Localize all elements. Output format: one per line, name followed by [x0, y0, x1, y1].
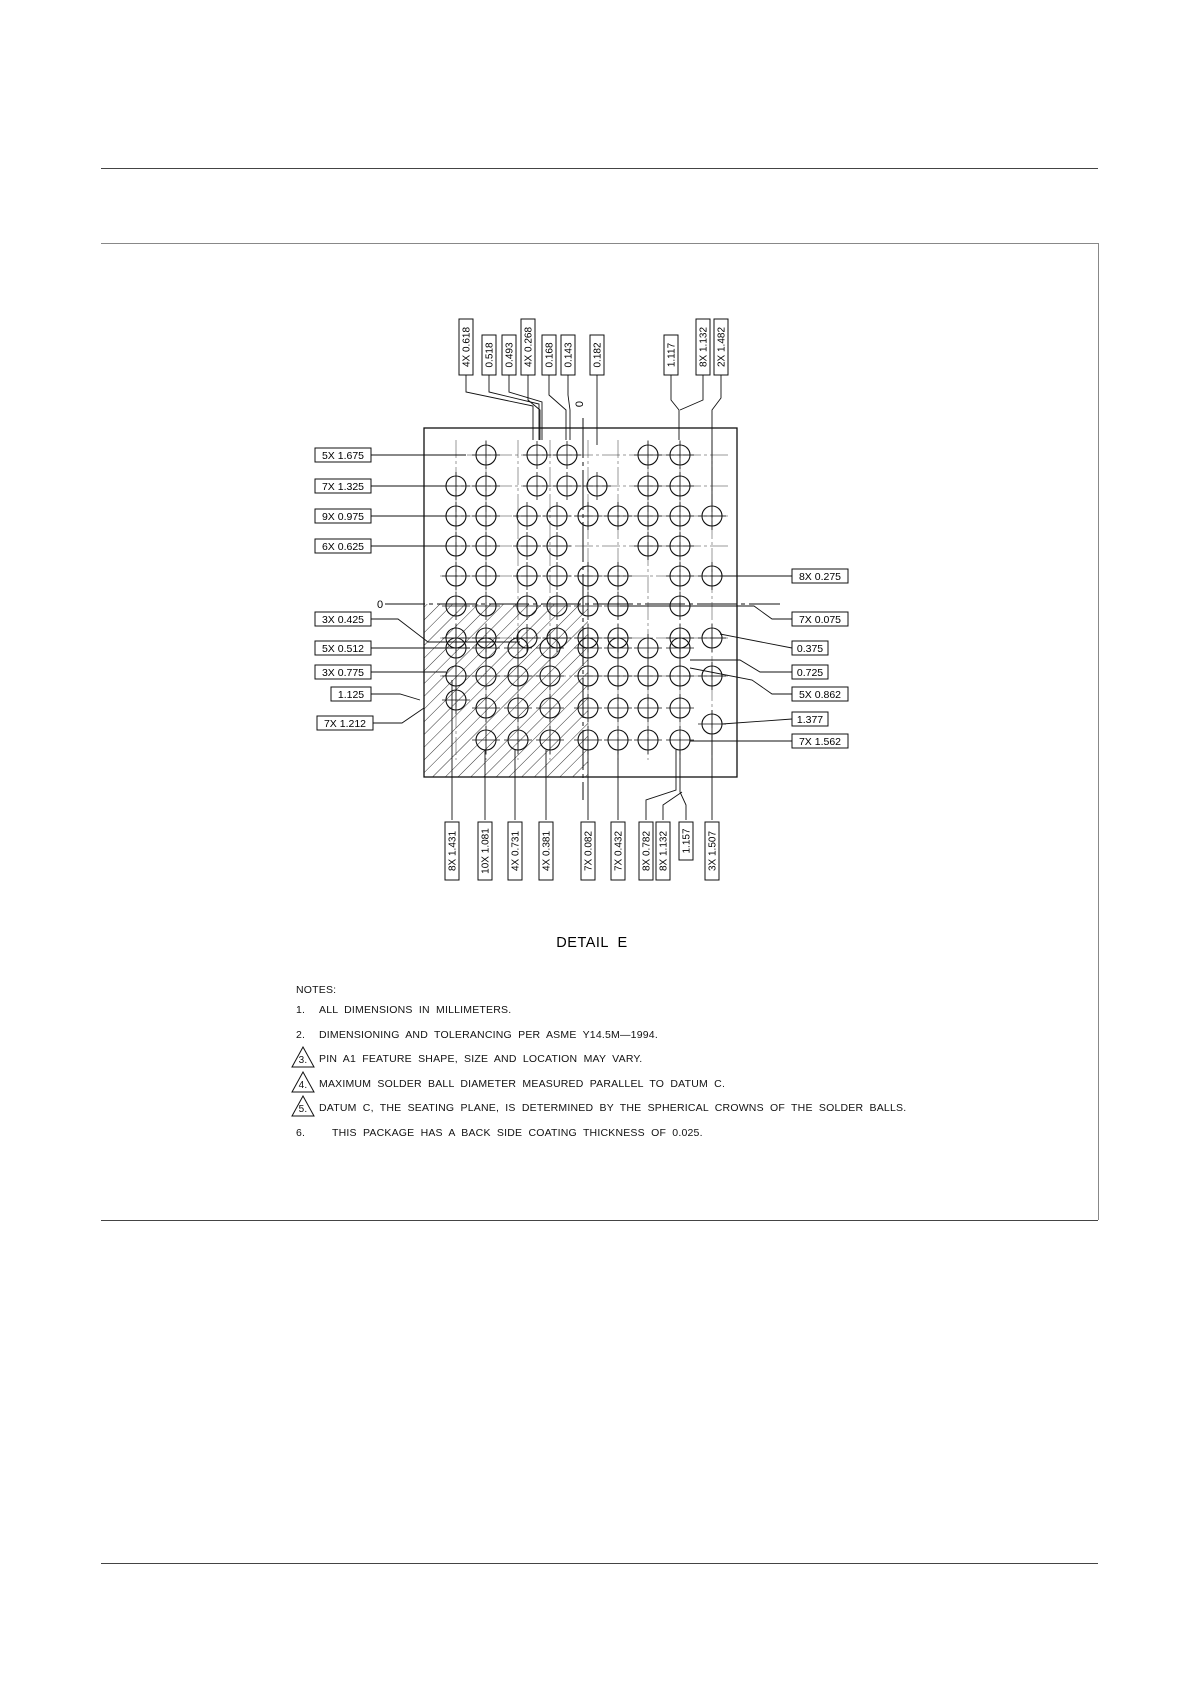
dimension-label-text: 8X 1.431: [447, 830, 459, 872]
top-dimension-label: [459, 319, 473, 375]
dimension-label-text: 4X 0.618: [461, 326, 473, 368]
bottom-dimension-label: [581, 822, 595, 880]
bottom-dimension-label: [639, 822, 653, 880]
note-number: 3.: [298, 1055, 308, 1066]
left-dimension-label: [315, 448, 371, 462]
left-dimension-label: [315, 665, 371, 679]
note-text: THIS PACKAGE HAS A BACK SIDE COATING THICKNESS OF 0.025.: [332, 1126, 703, 1139]
dimension-label-text: 8X 0.275: [798, 570, 842, 583]
bottom-leader-line: [680, 750, 686, 820]
right-dimension-label: [792, 612, 848, 626]
bottom-dimension-label: [445, 822, 459, 880]
datum-zero-y: 0: [376, 599, 384, 611]
left-dimension-label: [315, 539, 371, 553]
dimension-label-text: 8X 1.132: [698, 326, 710, 368]
note-item: [296, 1050, 936, 1075]
note-number: 4.: [298, 1079, 308, 1091]
top-dimension-label: [664, 335, 678, 375]
note-number: 5.: [298, 1104, 308, 1115]
dimension-label-text: 8X 1.132: [658, 830, 670, 872]
datum-zero-x: 0: [574, 400, 586, 408]
top-dimension-label: [502, 335, 516, 375]
dimension-label-text: 5X 0.512: [321, 642, 365, 655]
dimension-label-text: 5X 1.675: [321, 449, 365, 462]
notes-heading: NOTES:: [296, 984, 337, 996]
dimension-label-text: 5X 0.862: [798, 688, 842, 701]
dimension-label-text: 0.182: [592, 342, 604, 368]
dimension-label-text: 3X 1.507: [707, 830, 719, 872]
right-leader-line: [720, 634, 792, 648]
left-dimension-label: [331, 687, 371, 701]
note-item: [296, 1099, 936, 1124]
top-dimension-label: [542, 335, 556, 375]
dimension-label-text: 3X 0.425: [321, 613, 365, 626]
dimension-label-text: 0.168: [544, 342, 556, 368]
note-item: [296, 1075, 936, 1100]
right-dimension-label: [792, 712, 828, 726]
dimension-label-text: 10X 1.081: [480, 828, 492, 874]
dimension-label-text: 4X 0.381: [541, 830, 553, 872]
right-leader-line: [620, 606, 792, 619]
note-text: DIMENSIONING AND TOLERANCING PER ASME Y14.5M—1994.: [319, 1028, 658, 1041]
bottom-dimension-label: [656, 822, 670, 880]
right-leader-line: [690, 660, 792, 672]
top-leader-line: [549, 375, 566, 440]
left-dimension-label: [315, 509, 371, 523]
right-leader-line: [722, 719, 792, 724]
dimension-label-text: 7X 0.432: [613, 830, 625, 872]
detail-title: DETAIL E: [556, 935, 628, 951]
top-dimension-label: [696, 319, 710, 375]
right-dimension-label: [792, 569, 848, 583]
top-leader-line: [466, 375, 533, 440]
dimension-label-text: 6X 0.625: [321, 540, 365, 553]
note-text: PIN A1 FEATURE SHAPE, SIZE AND LOCATION MAY VARY.: [319, 1053, 643, 1065]
dimension-label-text: 9X 0.975: [321, 510, 365, 523]
dimension-label-text: 8X 0.782: [641, 830, 653, 872]
left-dimension-label: [315, 612, 371, 626]
dimension-label-text: 7X 0.082: [583, 830, 595, 872]
top-dimension-label: [482, 335, 496, 375]
note-text: MAXIMUM SOLDER BALL DIAMETER MEASURED PARALLEL TO DATUM C.: [319, 1077, 726, 1090]
top-leader-line: [680, 375, 703, 410]
dimension-label-text: 2X 1.482: [716, 326, 728, 368]
left-leader-line: [373, 708, 424, 723]
bottom-dimension-label: [508, 822, 522, 880]
bottom-dimension-label: [539, 822, 553, 880]
top-leader-line: [568, 375, 570, 440]
bottom-leader-line: [663, 792, 682, 820]
top-dimension-label: [590, 335, 604, 375]
note-text: DATUM C, THE SEATING PLANE, IS DETERMINED BY THE SPHERICAL CROWNS OF THE SOLDER BALLS.: [319, 1102, 907, 1114]
note-text: ALL DIMENSIONS IN MILLIMETERS.: [319, 1004, 512, 1016]
left-dimension-label: [315, 641, 371, 655]
dimension-label-text: 3X 0.775: [321, 666, 365, 679]
note-number: 2.: [296, 1028, 306, 1041]
top-dimension-label: [561, 335, 575, 375]
dimension-label-text: 0.518: [484, 342, 496, 368]
dimension-label-text: 1.377: [796, 713, 824, 726]
top-leader-line: [712, 375, 721, 505]
note-number: 6.: [296, 1126, 306, 1139]
note-triangle-marker: [291, 1071, 315, 1093]
top-leader-line: [528, 375, 540, 440]
bottom-dimension-label: [478, 822, 492, 880]
dimension-label-text: 4X 0.268: [523, 326, 535, 368]
right-dimension-label: [792, 665, 828, 679]
dimension-label-text: 1.117: [666, 342, 678, 368]
dimension-label-text: 7X 1.212: [323, 717, 367, 730]
dimension-label-text: 7X 1.562: [798, 735, 842, 748]
note-number: 1.: [296, 1004, 306, 1016]
right-dimension-label: [792, 641, 828, 655]
top-leader-line: [671, 375, 679, 440]
note-triangle-marker: [291, 1046, 315, 1068]
bottom-leader-line: [646, 750, 676, 820]
dimension-label-text: 0.725: [796, 666, 824, 679]
right-dimension-label: [792, 734, 848, 748]
bottom-dimension-label: [705, 822, 719, 880]
note-triangle-marker: [291, 1095, 315, 1117]
dimension-label-text: 1.157: [681, 828, 693, 854]
dimension-label-text: 0.493: [504, 342, 516, 368]
note-item: [296, 1124, 936, 1149]
top-leader-line: [489, 375, 539, 440]
dimension-label-text: 7X 1.325: [321, 480, 365, 493]
dimension-label-text: 0.143: [563, 342, 575, 368]
dimension-label-text: 7X 0.075: [798, 613, 842, 626]
dimension-label-text: 4X 0.731: [510, 830, 522, 872]
bottom-dimension-label: [679, 822, 693, 860]
bottom-dimension-label: [611, 822, 625, 880]
left-leader-line: [371, 694, 420, 700]
left-dimension-label: [315, 479, 371, 493]
top-dimension-label: [714, 319, 728, 375]
note-item: [296, 1026, 936, 1051]
top-dimension-label: [521, 319, 535, 375]
dimension-label-text: 1.125: [337, 688, 365, 701]
right-dimension-label: [792, 687, 848, 701]
note-item: [296, 1001, 936, 1026]
left-dimension-label: [317, 716, 373, 730]
notes-block: [296, 984, 936, 1148]
dimension-label-text: 0.375: [796, 642, 824, 655]
